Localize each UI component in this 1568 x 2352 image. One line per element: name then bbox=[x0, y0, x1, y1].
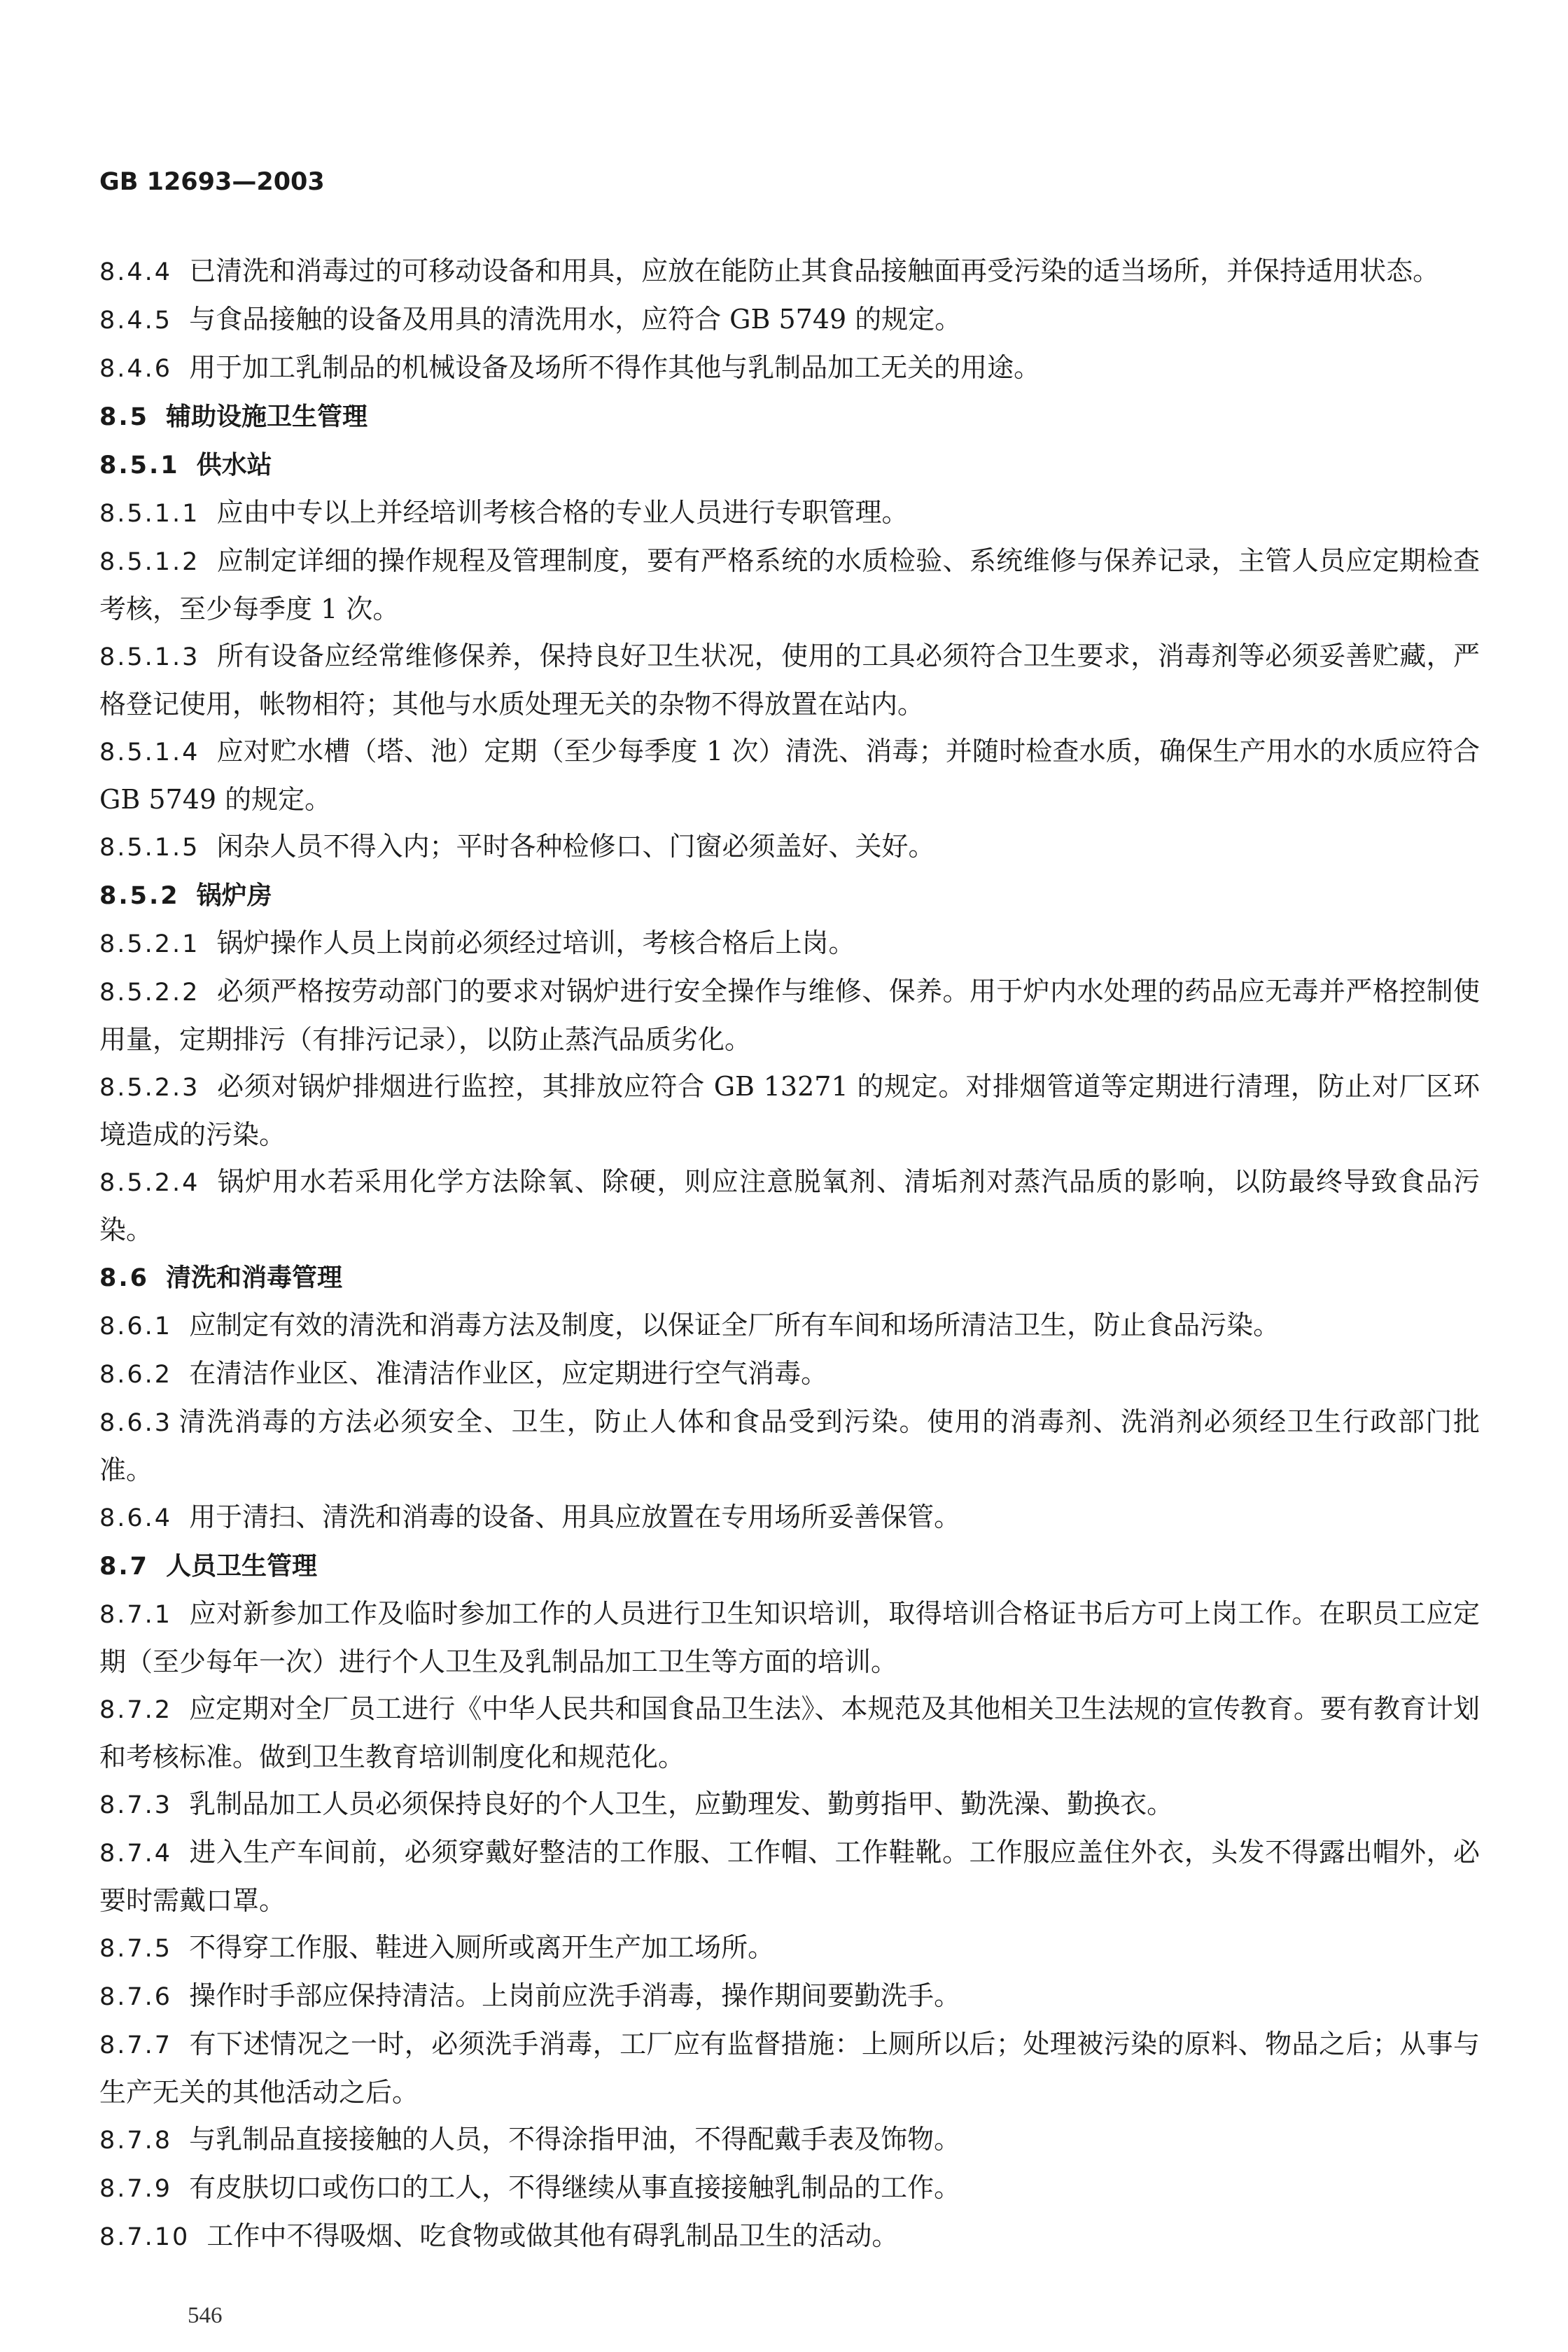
clause-8-5-2-3 bbox=[99, 1063, 1480, 1158]
clause-text: 应制定详细的操作规程及管理制度，要有严格系统的水质检验、系统维修与保养记录，主管人员应定期检查考核，至少每季度 1 次。 bbox=[99, 545, 1480, 624]
clause-number: 8.5.1.5 bbox=[99, 834, 200, 862]
clause-text: 有皮肤切口或伤口的工人，不得继续从事直接接触乳制品的工作。 bbox=[189, 2172, 961, 2203]
clause-number: 8.4.6 bbox=[99, 355, 173, 383]
section-number: 8.5.2 bbox=[99, 882, 180, 910]
clause-text: 清洗消毒的方法必须安全、卫生，防止人体和食品受到污染。使用的消毒剂、洗消剂必须经卫生行政部门批准。 bbox=[99, 1406, 1480, 1485]
clause-text: 操作时手部应保持清洁。上岗前应洗手消毒，操作期间要勤洗手。 bbox=[189, 1980, 961, 2011]
page-number: 546 bbox=[188, 2303, 223, 2328]
section-heading-8-6 bbox=[99, 1254, 1480, 1302]
clause-8-7-9 bbox=[99, 2164, 1480, 2213]
clause-8-7-10 bbox=[99, 2213, 1480, 2261]
clause-text: 应定期对全厂员工进行《中华人民共和国食品卫生法》、本规范及其他相关卫生法规的宣传教育。要有教育计划和考核标准。做到卫生教育培训制度化和规范化。 bbox=[99, 1693, 1480, 1772]
clause-number: 8.7.5 bbox=[99, 1935, 173, 1963]
clause-number: 8.5.1.2 bbox=[99, 548, 200, 576]
clause-number: 8.7.7 bbox=[99, 2031, 173, 2059]
clause-text: 工作中不得吸烟、吃食物或做其他有碍乳制品卫生的活动。 bbox=[206, 2220, 899, 2251]
clause-8-7-3 bbox=[99, 1781, 1480, 1829]
clause-8-7-1 bbox=[99, 1590, 1480, 1686]
clause-8-5-1-5 bbox=[99, 823, 1480, 872]
section-number: 8.6 bbox=[99, 1264, 150, 1292]
clause-text: 应由中专以上并经培训考核合格的专业人员进行专职管理。 bbox=[216, 497, 909, 528]
clause-text: 锅炉操作人员上岗前必须经过培训，考核合格后上岗。 bbox=[216, 927, 855, 958]
clause-number: 8.5.1.3 bbox=[99, 643, 200, 671]
section-title: 人员卫生管理 bbox=[166, 1552, 318, 1581]
section-title: 供水站 bbox=[196, 451, 272, 479]
clause-text: 应对新参加工作及临时参加工作的人员进行卫生知识培训，取得培训合格证书后方可上岗工作。在职员工应定期（至少每年一次）进行个人卫生及乳制品加工卫生等方面的培训。 bbox=[99, 1598, 1480, 1677]
clause-number: 8.5.2.4 bbox=[99, 1169, 200, 1197]
clause-8-6-3 bbox=[99, 1399, 1480, 1494]
clause-8-4-6 bbox=[99, 344, 1480, 393]
section-heading-8-5 bbox=[99, 393, 1480, 441]
clause-number: 8.5.1.1 bbox=[99, 500, 200, 528]
clause-8-5-2-1 bbox=[99, 920, 1480, 968]
section-title: 清洗和消毒管理 bbox=[166, 1264, 343, 1292]
clause-number: 8.4.4 bbox=[99, 258, 173, 286]
clause-number: 8.5.2.1 bbox=[99, 930, 200, 958]
clause-number: 8.6.4 bbox=[99, 1504, 173, 1532]
clause-8-5-1-3 bbox=[99, 633, 1480, 728]
clause-text: 用于清扫、清洗和消毒的设备、用具应放置在专用场所妥善保管。 bbox=[189, 1502, 961, 1532]
clause-text: 有下述情况之一时，必须洗手消毒，工厂应有监督措施：上厕所以后；处理被污染的原料、物品之后；从事与生产无关的其他活动之后。 bbox=[99, 2029, 1480, 2108]
clause-number: 8.7.4 bbox=[99, 1840, 173, 1868]
clause-number: 8.7.2 bbox=[99, 1696, 173, 1724]
clause-8-5-1-4 bbox=[99, 728, 1480, 823]
section-number: 8.5 bbox=[99, 403, 150, 431]
section-number: 8.5.1 bbox=[99, 451, 180, 479]
clause-number: 8.7.1 bbox=[99, 1601, 173, 1629]
clause-8-7-2 bbox=[99, 1686, 1480, 1781]
clause-8-7-6 bbox=[99, 1973, 1480, 2021]
clause-number: 8.4.5 bbox=[99, 307, 173, 335]
clause-text: 必须严格按劳动部门的要求对锅炉进行安全操作与维修、保养。用于炉内水处理的药品应无毒并严格控制使用量，定期排污（有排污记录），以防止蒸汽品质劣化。 bbox=[99, 976, 1480, 1055]
clause-text: 已清洗和消毒过的可移动设备和用具，应放在能防止其食品接触面再受污染的适当场所，并保持适用状态。 bbox=[189, 255, 1440, 286]
section-title: 辅助设施卫生管理 bbox=[166, 402, 368, 431]
clause-number: 8.5.1.4 bbox=[99, 738, 200, 766]
clause-8-7-8 bbox=[99, 2116, 1480, 2164]
clause-text: 闲杂人员不得入内；平时各种检修口、门窗必须盖好、关好。 bbox=[216, 831, 935, 862]
clause-8-6-1 bbox=[99, 1302, 1480, 1350]
clause-8-4-5 bbox=[99, 296, 1480, 344]
clause-8-5-2-2 bbox=[99, 968, 1480, 1063]
clause-number: 8.7.6 bbox=[99, 1983, 173, 2011]
clause-text: 进入生产车间前，必须穿戴好整洁的工作服、工作帽、工作鞋靴。工作服应盖住外衣，头发不得露出帽外，必要时需戴口罩。 bbox=[99, 1837, 1480, 1916]
clause-text: 应制定有效的清洗和消毒方法及制度，以保证全厂所有车间和场所清洁卫生，防止食品污染。 bbox=[189, 1310, 1280, 1340]
clause-text: 不得穿工作服、鞋进入厕所或离开生产加工场所。 bbox=[189, 1932, 775, 1963]
clause-text: 在清洁作业区、准清洁作业区，应定期进行空气消毒。 bbox=[189, 1358, 828, 1389]
clause-8-6-2 bbox=[99, 1350, 1480, 1399]
clause-number: 8.5.2.2 bbox=[99, 979, 200, 1007]
clause-8-5-1-1 bbox=[99, 489, 1480, 538]
clause-8-7-4 bbox=[99, 1829, 1480, 1924]
section-heading-8-7 bbox=[99, 1542, 1480, 1590]
document-code: GB 12693—2003 bbox=[99, 168, 325, 196]
subsection-heading-8-5-2 bbox=[99, 872, 1480, 920]
clause-8-5-1-2 bbox=[99, 538, 1480, 633]
clause-8-7-5 bbox=[99, 1924, 1480, 1973]
clause-number: 8.7.10 bbox=[99, 2223, 190, 2251]
clause-text: 与食品接触的设备及用具的清洗用水，应符合 GB 5749 的规定。 bbox=[189, 304, 962, 335]
clause-number: 8.7.8 bbox=[99, 2127, 173, 2155]
section-number: 8.7 bbox=[99, 1553, 150, 1581]
clause-8-5-2-4 bbox=[99, 1158, 1480, 1254]
clause-text: 与乳制品直接接触的人员，不得涂指甲油，不得配戴手表及饰物。 bbox=[189, 2124, 961, 2155]
clause-text: 用于加工乳制品的机械设备及场所不得作其他与乳制品加工无关的用途。 bbox=[189, 352, 1041, 383]
clause-8-7-7 bbox=[99, 2021, 1480, 2116]
clause-number: 8.5.2.3 bbox=[99, 1074, 200, 1102]
clause-number: 8.6.2 bbox=[99, 1361, 173, 1389]
clause-number: 8.6.1 bbox=[99, 1312, 173, 1340]
clause-8-6-4 bbox=[99, 1494, 1480, 1542]
clause-text: 乳制品加工人员必须保持良好的个人卫生，应勤理发、勤剪指甲、勤洗澡、勤换衣。 bbox=[189, 1788, 1174, 1819]
clause-number: 8.6.3 bbox=[99, 1409, 173, 1437]
clause-text: 锅炉用水若采用化学方法除氧、除硬，则应注意脱氧剂、清垢剂对蒸汽品质的影响，以防最终导致食品污染。 bbox=[99, 1166, 1480, 1245]
subsection-heading-8-5-1 bbox=[99, 441, 1480, 489]
clause-text: 必须对锅炉排烟进行监控，其排放应符合 GB 13271 的规定。对排烟管道等定期进行清理，防止对厂区环境造成的污染。 bbox=[99, 1071, 1480, 1150]
clause-number: 8.7.9 bbox=[99, 2175, 173, 2203]
clause-number: 8.7.3 bbox=[99, 1791, 173, 1819]
document-body bbox=[99, 248, 1480, 2261]
clause-8-4-4 bbox=[99, 248, 1480, 296]
clause-text: 应对贮水槽（塔、池）定期（至少每季度 1 次）清洗、消毒；并随时检查水质，确保生产用水的水质应符合 GB 5749 的规定。 bbox=[99, 736, 1480, 815]
clause-text: 所有设备应经常维修保养，保持良好卫生状况，使用的工具必须符合卫生要求，消毒剂等必须妥善贮藏，严格登记使用，帐物相符；其他与水质处理无关的杂物不得放置在站内。 bbox=[99, 640, 1480, 720]
section-title: 锅炉房 bbox=[196, 881, 272, 910]
